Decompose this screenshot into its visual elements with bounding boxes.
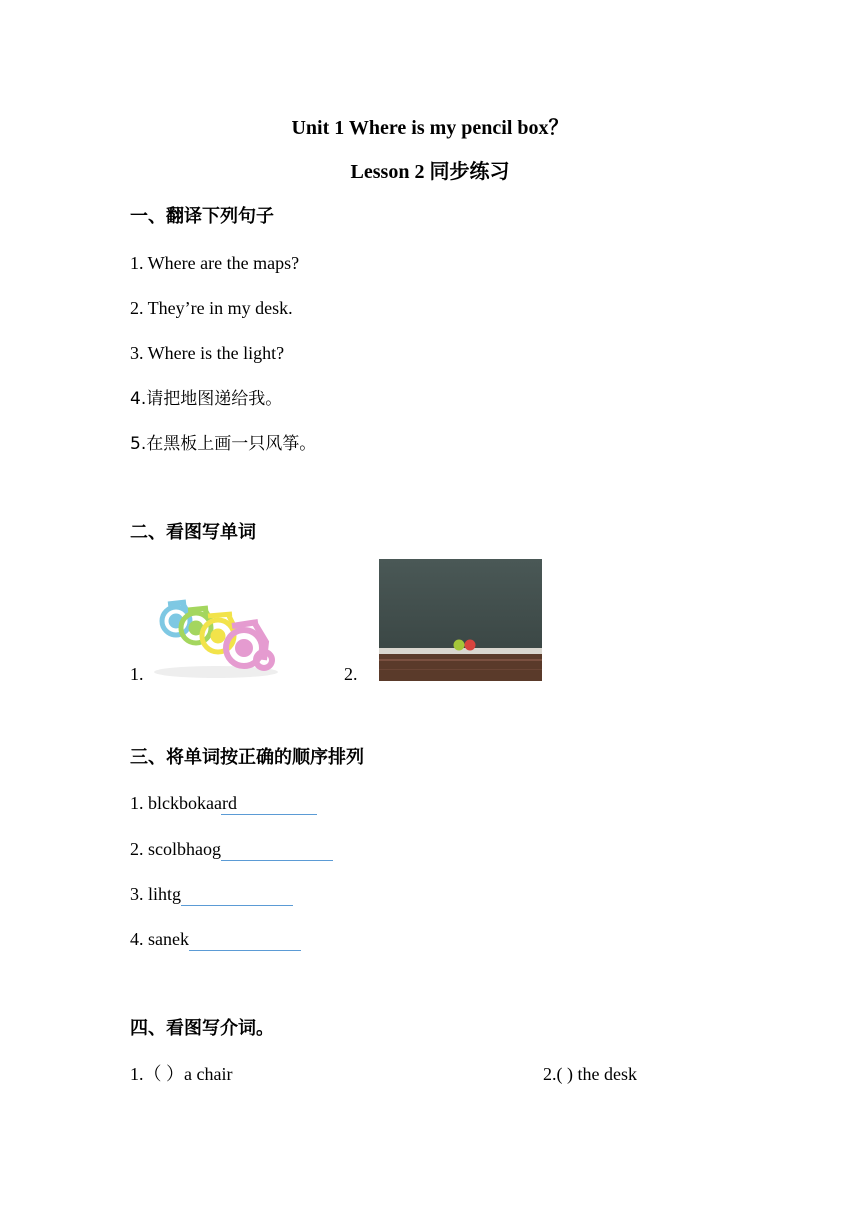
- answer-blank[interactable]: [221, 800, 317, 815]
- section4-item-1: 1.（ ）a chair: [130, 1064, 233, 1084]
- section2-heading: 二、看图写单词: [130, 522, 256, 543]
- section3-heading: 三、将单词按正确的顺序排列: [130, 747, 364, 768]
- section4-heading: 四、看图写介词。: [130, 1018, 274, 1039]
- section3-item: 2. scolbhaog: [130, 838, 333, 860]
- answer-blank[interactable]: [189, 936, 301, 951]
- answer-blank[interactable]: [221, 846, 333, 861]
- answer-blank[interactable]: [181, 891, 293, 906]
- bicycles-image: [146, 576, 286, 682]
- section3-item: 1. blckbokaard: [130, 792, 317, 814]
- page-subtitle: Lesson 2 同步练习: [350, 161, 510, 183]
- green-apple-icon: [454, 640, 465, 651]
- section1-item: 1. Where are the maps?: [130, 253, 300, 273]
- red-apple-icon: [465, 640, 476, 651]
- section1-item: 4.请把地图递给我。: [130, 389, 283, 409]
- section3-item: 4. sanek: [130, 928, 301, 950]
- section1-item: 5.在黑板上画一只风筝。: [130, 434, 317, 454]
- section1-item: 3. Where is the light?: [130, 343, 285, 363]
- section1-item: 2. They’re in my desk.: [130, 298, 293, 318]
- picture1-label: 1.: [130, 664, 144, 684]
- blackboard-image: [379, 559, 542, 681]
- section3-item: 3. lihtg: [130, 883, 293, 905]
- section1-heading: 一、翻译下列句子: [130, 206, 274, 227]
- page-title: Unit 1 Where is my pencil box？: [291, 117, 569, 139]
- section4-item-2: 2.( ) the desk: [543, 1064, 637, 1084]
- picture2-label: 2.: [344, 664, 358, 684]
